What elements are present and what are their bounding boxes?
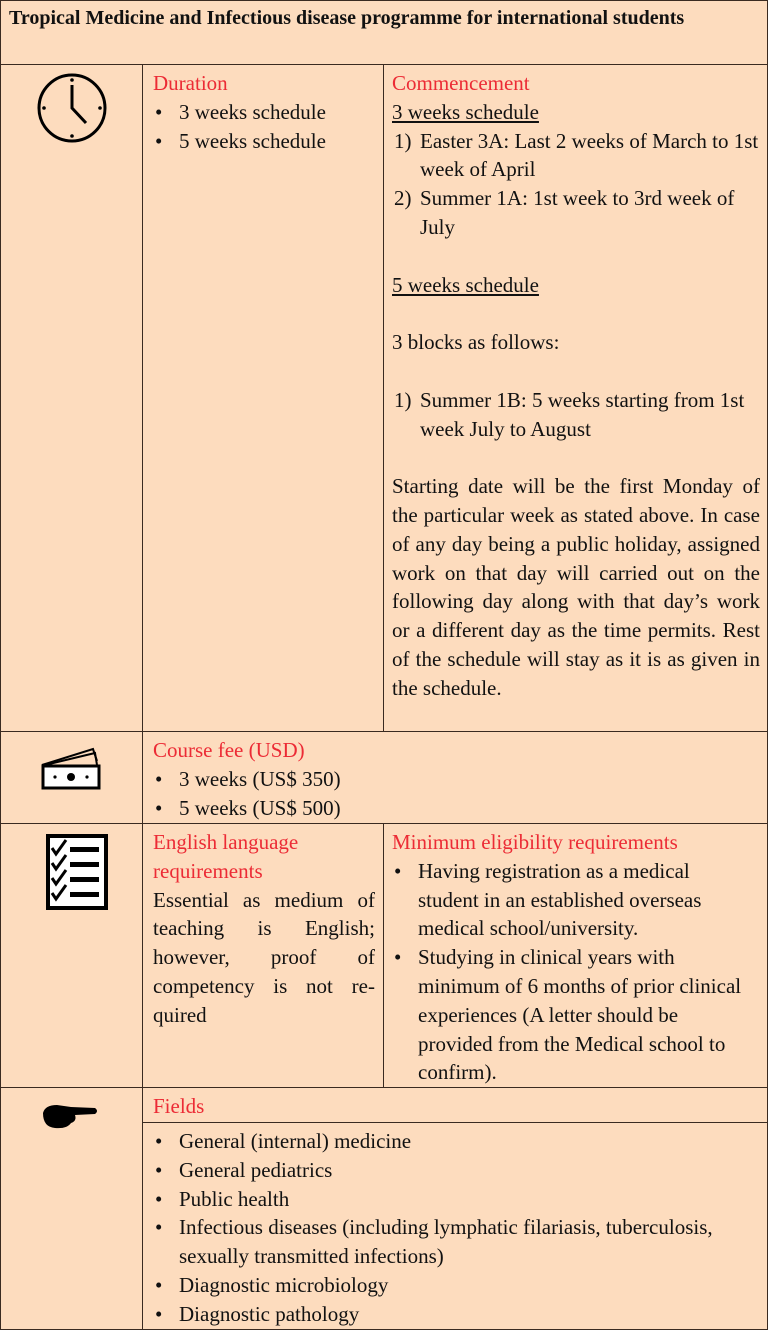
divider <box>383 823 384 1088</box>
commencement-cell <box>392 69 760 703</box>
list-item <box>392 184 760 242</box>
pointing-hand-icon <box>41 1103 99 1131</box>
item-number: 1) <box>394 128 412 153</box>
divider <box>1 731 767 732</box>
english-heading: English language requirements <box>153 830 299 883</box>
divider <box>1 64 767 65</box>
english-text: Essential as medium of teaching is English; however, proof of competency is not required <box>153 887 375 1027</box>
money-icon <box>39 747 103 793</box>
duration-heading: Duration <box>153 71 228 95</box>
list-item: • 5 weeks (US$ 500) <box>153 794 753 823</box>
list-item: • General (internal) medicine <box>153 1127 753 1156</box>
divider <box>142 64 143 1329</box>
list-item: • 3 weeks schedule <box>153 98 378 127</box>
list-item <box>392 386 760 444</box>
list-item: • Diagnostic microbiology <box>153 1271 753 1300</box>
list-item: • 3 weeks (US$ 350) <box>153 765 753 794</box>
list-item: • Diagnostic pathology <box>153 1300 753 1329</box>
divider <box>1 823 767 824</box>
item-number: 1) <box>394 387 412 412</box>
list-item: • Having registration as a medical student in an established overseas medical school/university. <box>392 857 754 943</box>
three-weeks-label: 3 weeks schedule <box>392 99 539 124</box>
item-text: Summer 1B: 5 weeks starting from 1st week July to August <box>420 387 745 441</box>
duration-cell <box>153 69 378 155</box>
page-title: Tropical Medicine and Infectious disease programme for international students <box>9 7 685 29</box>
list-item: • Infectious diseases (including lymphatic filariasis, tuberculosis, sexually transmitted infections) <box>153 1213 753 1271</box>
english-cell <box>153 828 375 1030</box>
divider <box>383 64 384 732</box>
blocks-intro: 3 blocks as follows: <box>392 330 560 355</box>
item-number: 2) <box>394 186 412 211</box>
fields-heading: Fields <box>153 1094 205 1118</box>
eligibility-heading: Minimum eligibility requirements <box>392 830 678 854</box>
list-item: • Public health <box>153 1185 753 1214</box>
item-text: Summer 1A: 1st week to 3rd week of July <box>420 186 735 239</box>
clock-icon <box>37 73 107 143</box>
five-weeks-label: 5 weeks schedule <box>392 272 539 297</box>
schedule-note: Starting date will be the first Monday of the particular week as stated above. In case of any day being a public holiday, assigned work on that day will carried out on the following day along with that day’s work or a different day as the time permits. Rest of the schedule will stay as it is as given in the schedule. <box>392 474 760 700</box>
course-fee-heading: Course fee (USD) <box>153 738 305 762</box>
list-item: • 5 weeks schedule <box>153 127 378 156</box>
list-item <box>392 127 760 185</box>
course-fee-cell <box>153 736 753 822</box>
eligibility-cell <box>392 828 754 1087</box>
fields-cell <box>153 1127 753 1329</box>
checklist-icon <box>46 834 108 910</box>
fields-heading-cell <box>153 1092 753 1121</box>
list-item: • Studying in clinical years with minimum of 6 months of prior clinical experiences (A letter should be provided from the Medical school to confirm). <box>392 943 754 1087</box>
commencement-heading: Commencement <box>392 71 530 95</box>
item-text: Easter 3A: Last 2 weeks of March to 1st week of April <box>420 128 759 182</box>
divider <box>143 1122 767 1123</box>
list-item: • General pediatrics <box>153 1156 753 1185</box>
